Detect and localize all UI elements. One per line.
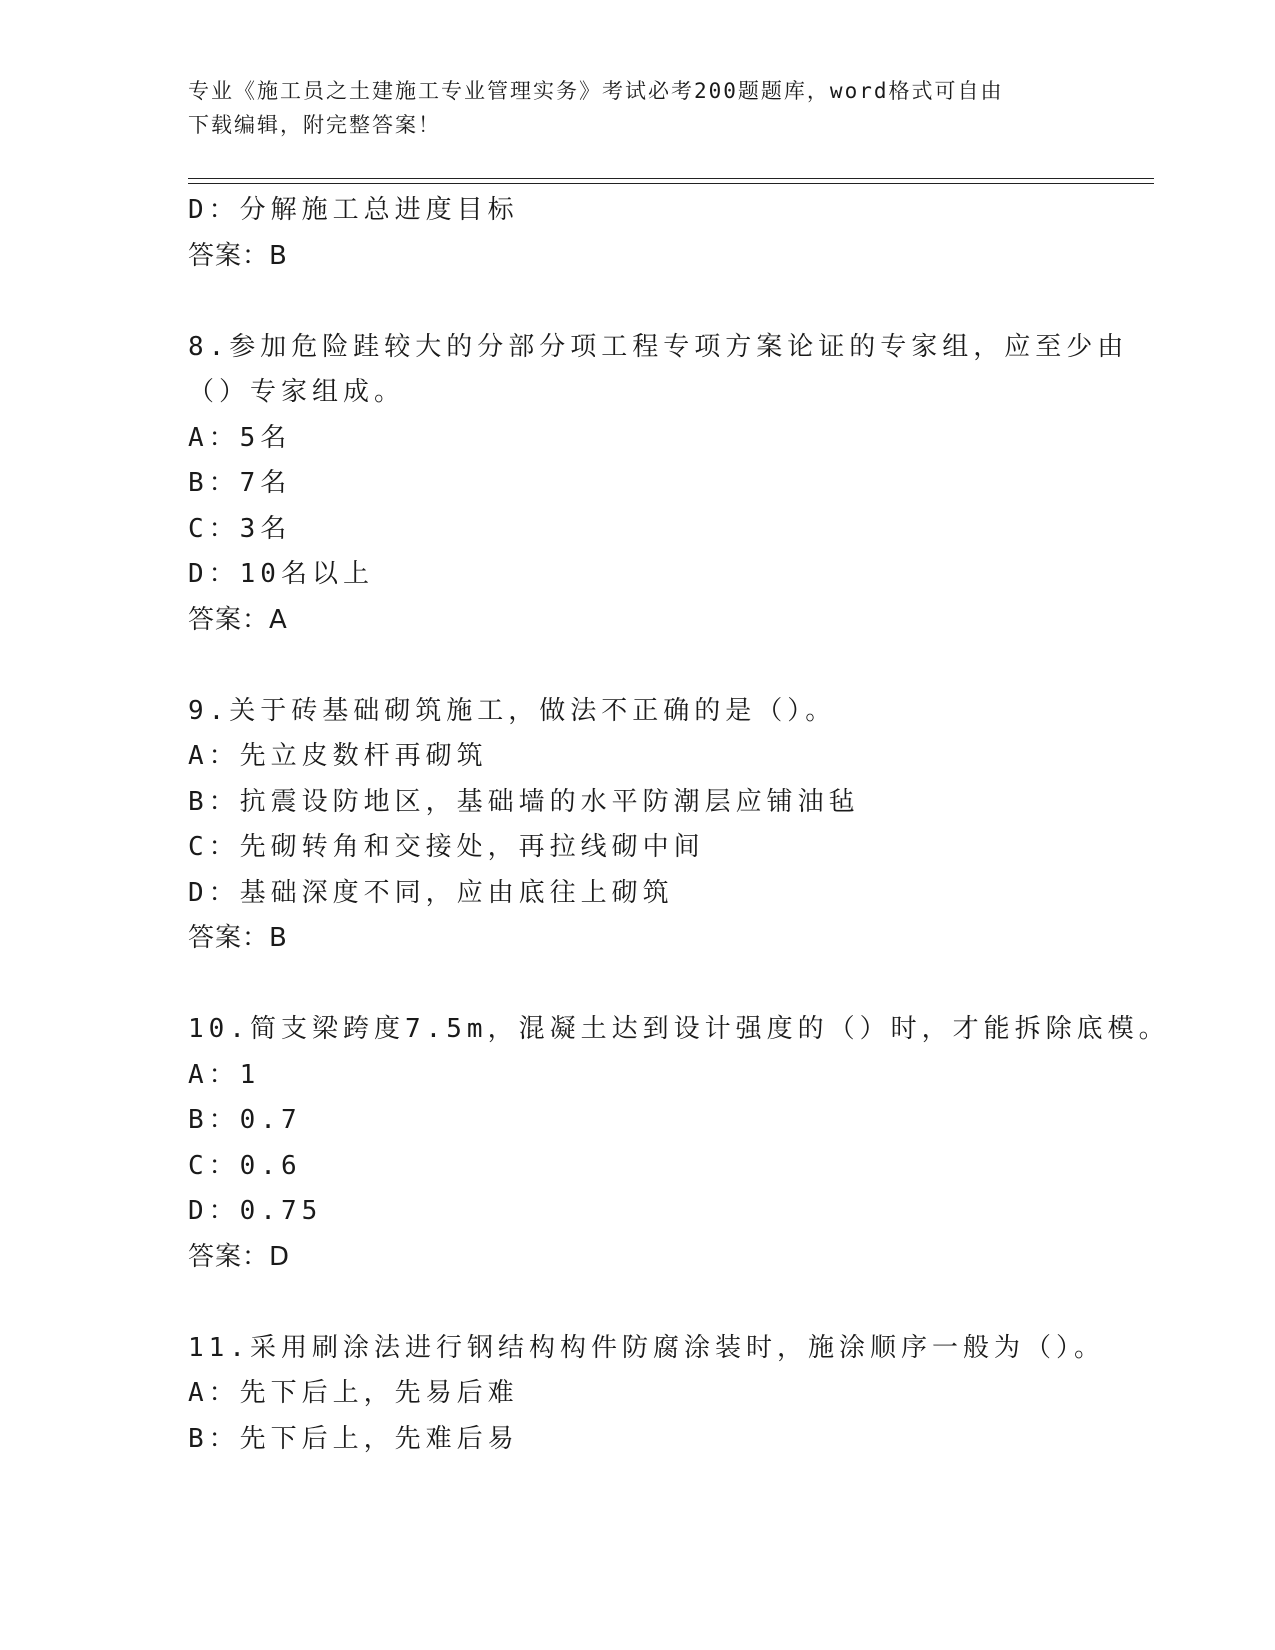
option-b: B：抗震设防地区，基础墙的水平防潮层应铺油毡 (188, 786, 860, 817)
header-line-2: 下载编辑，附完整答案！ (188, 113, 441, 137)
question-10 (188, 1007, 1170, 1280)
previous-question-tail (188, 188, 1158, 279)
document-body (188, 188, 1170, 1462)
document-header (188, 74, 1088, 142)
header-divider-bottom (188, 183, 1154, 184)
option-a: A：1 (188, 1059, 261, 1090)
question-stem: 9.关于砖基础砌筑施工，做法不正确的是（）。 (188, 695, 837, 726)
option-d: D：10名以上 (188, 559, 374, 589)
question-8 (188, 325, 1158, 644)
option-c: C：0.6 (188, 1150, 302, 1181)
answer-line: 答案：D (188, 1241, 291, 1272)
question-stem-continued: （）专家组成。 (188, 377, 406, 407)
option-b: B：7名 (188, 468, 292, 498)
answer-line: 答案：A (188, 604, 288, 635)
option-a: A：先下后上，先易后难 (188, 1378, 519, 1408)
option-c: C：先砌转角和交接处，再拉线砌中间 (188, 832, 705, 862)
option-a: A：先立皮数杆再砌筑 (188, 741, 488, 771)
option-d: D：0.75 (188, 1196, 323, 1226)
option-b: B：0.7 (188, 1105, 302, 1135)
spacer (188, 643, 1158, 689)
header-line-1: 专业《施工员之土建施工专业管理实务》考试必考200题题库，word格式可自由 (188, 79, 1004, 103)
question-stem: 10.简支梁跨度7.5m，混凝土达到设计强度的（）时，才能拆除底模。 (188, 1014, 1170, 1044)
option-d: D：基础深度不同，应由底往上砌筑 (188, 877, 674, 908)
header-divider-top (188, 178, 1154, 179)
question-stem: 8.参加危险跬较大的分部分项工程专项方案论证的专家组，应至少由 (188, 331, 1129, 362)
option-b: B：先下后上，先难后易 (188, 1423, 519, 1454)
option-d: D：分解施工总进度目标 (188, 195, 519, 225)
answer-line: 答案：B (188, 240, 288, 271)
question-9 (188, 689, 1158, 962)
spacer (188, 962, 1158, 1008)
question-11 (188, 1326, 1158, 1463)
answer-line: 答案：B (188, 923, 288, 953)
spacer (188, 279, 1158, 325)
question-stem: 11.采用刷涂法进行钢结构构件防腐涂装时，施涂顺序一般为（）。 (188, 1332, 1105, 1363)
spacer (188, 1280, 1158, 1326)
option-a: A：5名 (188, 422, 292, 453)
option-c: C：3名 (188, 513, 292, 544)
